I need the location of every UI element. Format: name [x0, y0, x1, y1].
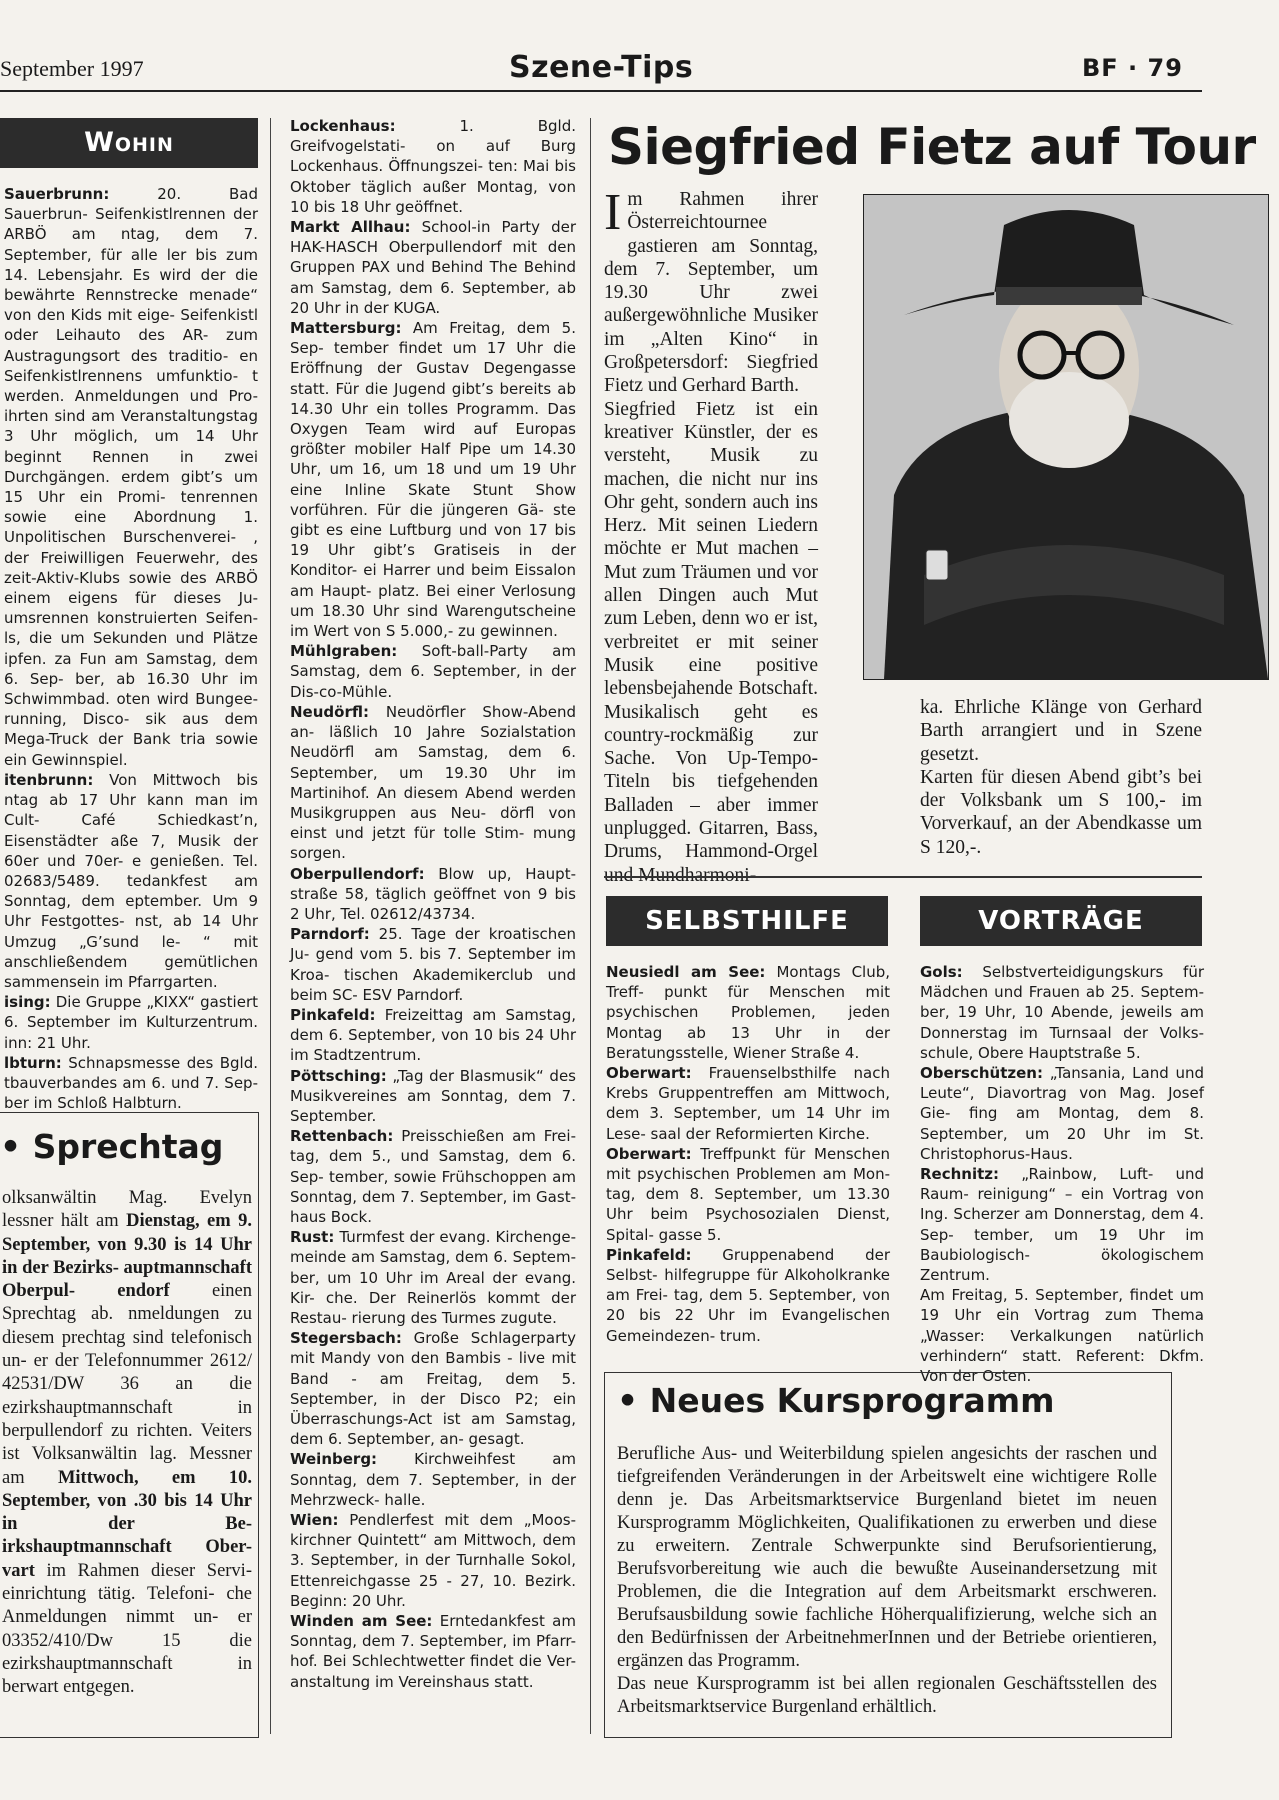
vortraege-column [920, 962, 1204, 1386]
wohin-column [4, 184, 258, 1113]
portrait-illustration [864, 195, 1268, 679]
kurs-heading [617, 1381, 1055, 1420]
kursprogramm-box [604, 1372, 1172, 1738]
selbsthilfe-title: SELBSTHILFE [645, 906, 849, 936]
kurs-para2: Das neue Kursprogramm ist bei allen regionalen Geschäftsstellen des Arbeitsmarktservice Burgenland erhältlich. [617, 1674, 1157, 1717]
brief-place: Oberschützen: [920, 1064, 1043, 1083]
bullet-icon: • [617, 1381, 639, 1420]
vortraege-list [920, 962, 1204, 1386]
sprechtag-emphasis: Dienstag, em 9. September, von 9.30 is 14 Uhr in der Bezirks- auptmannschaft Oberpul- endorf [2, 1211, 252, 1302]
brief-text: Gruppenabend der Selbst- hilfegruppe für Alkoholkranke am Frei- tag, dem 5. September, von 20 bis 22 Uhr im Evangelischen Gemeindezen- trum. [606, 1245, 890, 1345]
brief-item [290, 924, 576, 1005]
brief-text: „Tag der Blasmusik“ des Musikvereines am Sonntag, dem 7. September. [290, 1066, 576, 1125]
brief-place: Rust: [290, 1228, 335, 1247]
brief-text: Am Freitag, 5. September, findet um 19 Uhr ein Vortrag zum Thema „Wasser: Verkalkungen natürlich verhindern“ statt. Referent: Dkfm. Von der Osten. [920, 1286, 1204, 1386]
brief-text: Frauenselbsthilfe nach Krebs Gruppentreffen am Mittwoch, dem 3. September, um 14 Uhr im Lese- saal der Reformierten Kirche. [606, 1064, 890, 1143]
brief-item [290, 1449, 576, 1510]
brief-place: Lockenhaus: [290, 117, 396, 135]
selbsthilfe-column [606, 962, 890, 1352]
brief-item [290, 1066, 576, 1127]
brief-place: Pinkafeld: [606, 1245, 692, 1264]
brief-text: Von Mittwoch bis ntag ab 17 Uhr kann man im Cult- Café Schiedkast’n, Eisenstädter aße 7, Musik der 60er und 70er- e genießen. Tel. 02683/5489. tedankfest am Sonntag, dem eptember. Um 9 Uhr Festgottes- nst, ab 14 Uhr Umzug „G’sund le- “ mit anschließendem gemütlichen sammensein im Pfarrgarten. [4, 770, 258, 991]
brief-text: Kirchweihfest am Sonntag, dem 7. September, in der Mehrzweck- halle. [290, 1450, 576, 1509]
brief-place: Neusiedl am See: [606, 963, 766, 981]
feature-headline: Siegfried Fietz auf Tour [608, 118, 1256, 176]
brief-place: itenbrunn: [4, 770, 94, 789]
brief-place: Gols: [920, 963, 963, 981]
brief-item [920, 1063, 1204, 1164]
sprechtag-emphasis: Mittwoch, em 10. September, von .30 bis 14 Uhr in der Be- irkshauptmannschaft Ober- vart [2, 1467, 252, 1581]
feature-intro-text: m Rahmen ihrer Österreichtournee gastieren am Sonntag, dem 7. September, um 19.30 Uhr zwei außergewöhnliche Musiker im „Alten Kino“ in Großpetersdorf: Siegfried Fietz und Gerhard Barth. [604, 189, 818, 397]
brief-item [4, 184, 258, 770]
brief-text: Schnapsmesse des Bgld. tbauverbandes am 6. und 7. Sep- ber im Schloß Halbturn. [4, 1053, 258, 1113]
brief-place: Pöttsching: [290, 1066, 387, 1085]
brief-item [290, 1611, 576, 1692]
kurs-title: Neues Kursprogramm [649, 1381, 1055, 1420]
kurs-text [617, 1443, 1157, 1719]
page-number: BF · 79 [1082, 54, 1183, 82]
brief-item [920, 962, 1204, 1063]
brief-text: 20. Bad Sauerbrun- Seifenkistlrennen der ARBÖ am ntag, dem 7. September, für alle ler bis zum 14. Lebensjahr. Es wird der die bewährte Rennstrecke menade“ von den Kids mit eige- Seifenkistl oder Leihauto des AR- zum Austragungsort des traditio- en Seifenkistlrennens umfunktio- t werden. Anmeldungen und Pro- ihrten sind am Veranstaltungstag 3 Uhr möglich, um 14 Uhr beginnt Rennen in zwei Durchgängen. erdem gibt’s um 15 Uhr ein Promi- tenrennen sowie eine Abordnung 1. Unpolitischen Burschenverei- , der Freiwilligen Feuerwehr, des zeit-Aktiv-Klubs sowie des ARBÖ einem eigens für dieses Ju- umsrennen konstruierten Seifen- ls, die um Sekunden und Plätze ipfen. za Fun am Samstag, dem 6. Sep- ber, ab 16.30 Uhr im Schwimmbad. oten wird Bungee-running, Disco- sik aus dem Mega-Truck der Bank tria sowie ein Gewinnspiel. [4, 185, 258, 769]
brief-place: Mattersburg: [290, 319, 402, 338]
brief-item [4, 992, 258, 1053]
feature-col1 [604, 184, 818, 863]
brief-place: lbturn: [4, 1053, 62, 1072]
brief-place: Oberwart: [606, 1144, 692, 1163]
brief-text: „Rainbow, Luft- und Raum- reinigung“ – ein Vortrag von Ing. Scherzer am Donnerstag, dem 4. Sep- tember, um 19 Uhr im Baubiologisch- ökologischem Zentrum. [920, 1165, 1204, 1285]
brief-text: Pendlerfest mit dem „Moos- kirchner Quintett“ am Mittwoch, dem 3. September, in der Turnhalle Sokol, Ettenreichgasse 25 - 27, 10. Bezirk. Beginn: 20 Uhr. [290, 1511, 576, 1610]
kurs-para1: Berufliche Aus- und Weiterbildung spielen angesichts der raschen und tiefgreifenden Veränderungen in der Arbeitswelt eine wichtigere Rolle denn je. Das Arbeitsmarktservice Burgenland bietet im neuen Kursprogramm Möglichkeiten, Qualifikationen zu erwerben und diese zu erweitern. Zentrale Schwerpunkte sind Berufsorientierung, Berufsvorbereitung wie auch die bewußte Auseinandersetzung mit Problemen, die die Integration auf dem Arbeitsmarkt erschweren. Berufsausbildung sowie fachliche Höherqualifizierung, welche sich an den Bedürfnissen der ArbeitnehmerInnen und der Betriebe orientieren, ergänzen das Programm. [617, 1444, 1157, 1671]
brief-text: Selbstverteidigungskurs für Mädchen und Frauen ab 25. Septem- ber, 19 Uhr, 10 Abende, jeweils am Donnerstag im Turnsaal der Volks- schule, Obere Hauptstraße 5. [920, 963, 1204, 1062]
brief-item [290, 217, 576, 318]
brief-item [290, 318, 576, 641]
brief-text: School-in Party der HAK-HASCH Oberpullendorf mit den Gruppen PAX und Behind The Behind am Samstag, dem 6. September, ab 20 Uhr in der KUGA. [290, 218, 576, 317]
brief-item [606, 1144, 890, 1245]
brief-place: Parndorf: [290, 925, 370, 944]
brief-place: Rechnitz: [920, 1165, 1000, 1184]
brief-item [4, 1053, 258, 1114]
brief-item [290, 1510, 576, 1611]
vortraege-heading [920, 896, 1202, 946]
wohin-list [4, 184, 258, 1113]
brief-place: Stegersbach: [290, 1329, 402, 1348]
selbsthilfe-heading [606, 896, 888, 946]
feature-rule [604, 876, 1202, 878]
feature-para2: Siegfried Fietz ist ein kreativer Künstler, der es versteht, Musik zu machen, die nicht nur ins Ohr geht, sondern auch ins Herz. Mit seinen Liedern möchte er Mut machen – Mut zum Träumen und vor allen Dingen auch Mut zum Leben, denn wo er ist, verbreitet er mit seiner Musik eine positive lebensbejahende Botschaft. Musikalisch geht es country-rockmäßig zur Sache. Von Up-Tempo-Titeln bis tiefgehenden Balladen – aber immer unplugged. Gitarren, Bass, Drums, Hammond-Orgel [604, 398, 818, 863]
brief-text: Montags Club, Treff- punkt für Menschen mit psychischen Problemen, jeden Montag ab 13 Uhr in der Beratungsstelle, Wiener Straße 4. [606, 963, 891, 1062]
brief-text: „Tansania, Land und Leute“, Diavortrag von Mag. Josef Gie- fing am Montag, dem 8. September, um 20 Uhr im St. Christophorus-Haus. [920, 1064, 1204, 1163]
brief-place: Mühlgraben: [290, 642, 398, 661]
feature-col2-para1: ka. Ehrliche Klänge von Gerhard Barth arrangiert und in Szene gesetzt. [920, 697, 1202, 765]
brief-place: Wien: [290, 1511, 339, 1530]
brief-text: 1. Bgld. Greifvogelstati- on auf Burg Lockenhaus. Öffnungszei- ten: Mai bis Oktober täglich außer Montag, von 10 bis 18 Uhr geöffnet. [290, 117, 576, 216]
sprechtag-title: Sprechtag [32, 1127, 224, 1166]
brief-place: Neudörfl: [290, 702, 369, 721]
sprechtag-segment: im Rahmen dieser Servi- einrichtung tätig. Telefoni- che Anmeldungen nimmt un- er 03352/410/Dw 15 die ezirkshauptmannschaft in berwart entgegen. [2, 1560, 252, 1698]
brief-item [606, 1245, 890, 1346]
brief-item [606, 962, 890, 1063]
brief-place: Winden am See: [290, 1612, 433, 1631]
brief-item [290, 864, 576, 925]
brief-place: Pinkafeld: [290, 1005, 376, 1024]
brief-text: Treffpunkt für Menschen mit psychischen Problemen am Mon- tag, dem 8. September, um 13.30 Uhr beim Psychosozialen Dienst, Spital- gasse 5. [606, 1144, 890, 1244]
brief-item [606, 1063, 890, 1144]
brief-place: Oberwart: [606, 1064, 692, 1083]
brief-text: Neudörfler Show-Abend an- läßlich 10 Jahre Sozialstation Neudörfl am Samstag, dem 6. September, um 19.30 Uhr im Martinihof. An diesem Abend werden Musikgruppen aus Neu- dörfl von einst und jetzt für tolle Stim- mung sorgen. [290, 702, 576, 863]
brief-item [290, 116, 576, 217]
sprechtag-segment: einen Sprechtag ab. nmeldungen zu diesem prechtag sind telefonisch un- er der Telefonnummer 2612/ 42531/DW 36 an die ezirkshauptmannschaft in berpullendorf zu richten. Veiters ist Volksanwältin lag. Messner am [2, 1281, 253, 1488]
brief-item [920, 1164, 1204, 1285]
column-divider [270, 118, 271, 1734]
feature-intro [604, 184, 818, 398]
brief-text: Große Schlagerparty mit Mandy von den Bambis - live mit Band - am Freitag, dem 5. September, in der Disco P2; ein Überraschungs-Act ist am Samstag, dem 6. September, an- gesagt. [290, 1329, 576, 1449]
feature-col2-para2: Karten für diesen Abend gibt’s bei der Volksbank um S 100,- im Vorverkauf, an der Abendkasse um S 120,-. [920, 766, 1202, 858]
brief-text: Erntedankfest am Sonntag, dem 7. September, im Pfarr- hof. Bei Schlechtwetter findet die Ver- anstaltung im Vereinshaus statt. [290, 1612, 576, 1691]
brief-text: Soft-ball-Party am Samstag, dem 6. September, in der Dis-co-Mühle. [290, 642, 576, 701]
wohin-heading [0, 118, 258, 168]
brief-item [290, 1005, 576, 1066]
brief-place: ising: [4, 993, 51, 1012]
header-rule [0, 90, 1202, 92]
sprechtag-box [0, 1112, 259, 1738]
selbsthilfe-list [606, 962, 890, 1346]
dropcap: I [604, 184, 622, 241]
brief-place: Sauerbrunn: [4, 185, 110, 203]
brief-item [290, 702, 576, 864]
feature-col2 [920, 696, 1202, 866]
brief-place: Markt Allhau: [290, 218, 411, 237]
brief-text: Am Freitag, dem 5. Sep- tember findet um 17 Uhr die Eröffnung der Gustav Degengasse statt. Für die Jugend gibt’s bereits ab 14.30 Uhr ein tolles Programm. Das Oxygen Team wird auf Europas größter mobiler Half Pipe um 14.30 Uhr, um 16, um 18 und um 19 Uhr eine Inline Skate Stunt Show vorführen. Für die jüngeren Gä- ste gibt es eine Luftburg und von 17 bis 19 Uhr gibt’s Gratiseis in der Konditor- ei Harrer und beim Eissalon am Haupt- platz. Bei einer Verlosung um 18.30 Uhr sind Warengutscheine im Wert von S 5.000,- zu gewinnen. [290, 319, 576, 641]
brief-place: Rettenbach: [290, 1127, 394, 1146]
section-title: Szene-Tips [509, 50, 694, 85]
column-divider [590, 118, 591, 1734]
sprechtag-heading [0, 1127, 223, 1166]
brief-item [290, 1328, 576, 1449]
sprechtag-segment: olksanwältin Mag. Evelyn lessner hält am [2, 1188, 252, 1232]
middle-list [290, 116, 576, 1692]
wohin-heading-text: Wohin [84, 127, 174, 158]
brief-text: Blow up, Haupt- straße 58, täglich geöffnet von 9 bis 2 Uhr, Tel. 02612/43734. [290, 864, 576, 923]
brief-text: 25. Tage der kroatischen Ju- gend vom 5. bis 7. September im Kroa- tischen Akademikerclub und beim SC- ESV Parndorf. [290, 925, 576, 1004]
brief-item [290, 1227, 576, 1328]
brief-place: Oberpullendorf: [290, 864, 425, 883]
vortraege-title: VORTRÄGE [978, 906, 1144, 936]
photo-siegfried-fietz [863, 194, 1269, 680]
brief-text: Freizeittag am Samstag, dem 6. September, von 10 bis 24 Uhr im Stadtzentrum. [290, 1005, 576, 1065]
issue-date: September 1997 [0, 56, 144, 81]
brief-text: Turmfest der evang. Kirchenge- meinde am Samstag, dem 6. Septem- ber, um 10 Uhr im Areal der evang. Kir- che. Der Reinerlös kommt der Restau- rierung des Turmes zugute. [290, 1228, 576, 1327]
feature-col1-cont [604, 688, 818, 858]
brief-text: Preisschießen am Frei- tag, dem 5., und Samstag, dem 6. Sep- tember, sowie Frühschoppen am Sonntag, dem 7. September, im Gast- haus Bock. [290, 1127, 576, 1226]
sprechtag-text [2, 1187, 252, 1700]
bullet-icon: • [0, 1127, 22, 1166]
brief-place: Weinberg: [290, 1450, 378, 1469]
brief-item [290, 641, 576, 702]
brief-item [290, 1126, 576, 1227]
brief-item [4, 770, 258, 992]
middle-column [290, 116, 576, 1736]
brief-text: Die Gruppe „KIXX“ gastiert 6. September im Kulturzentrum. inn: 21 Uhr. [4, 993, 258, 1052]
